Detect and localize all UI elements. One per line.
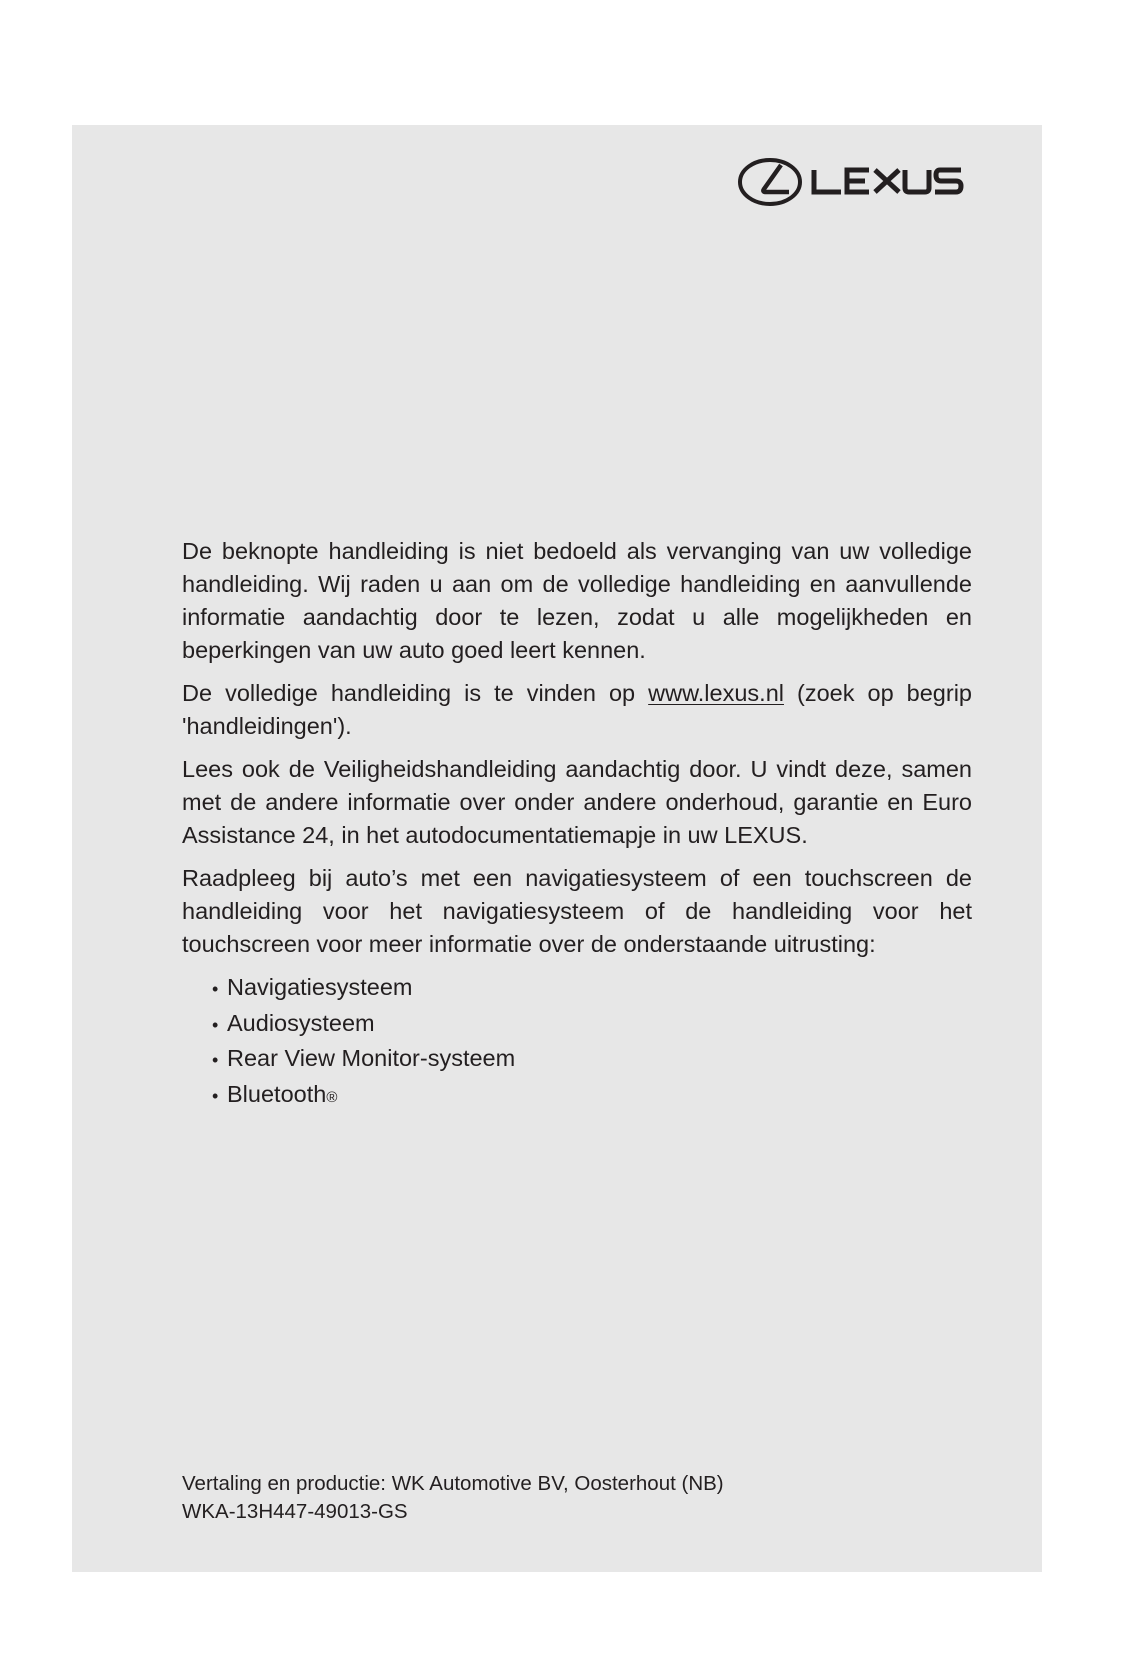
intro-paragraph-2 [182, 677, 972, 743]
list-item-label: Audiosysteem [227, 1009, 375, 1036]
bullet-icon: • [212, 1014, 219, 1035]
intro-paragraph-3: Lees ook de Veiligheidshandleiding aandachtig door. U vindt deze, samen met de andere informatie over onder andere onderhoud, garantie en Euro Assistance 24, in het autodocumentatiemapje in uw LEXUS. [182, 756, 972, 848]
bullet-icon: • [212, 1085, 219, 1106]
back-cover-panel [72, 125, 1042, 1572]
list-item: • Bluetooth ® [212, 1078, 972, 1114]
bullet-icon: • [212, 979, 219, 999]
intro-paragraph-2-after: (zoek op begrip 'handleidingen'). [182, 680, 972, 739]
list-item-label: Rear View Monitor-systeem [227, 1045, 516, 1071]
bullet-icon: • [212, 1050, 219, 1070]
list-item [212, 1042, 972, 1078]
document-code: WKA-13H447-49013-GS [182, 1500, 408, 1523]
lexus-logo [737, 155, 987, 209]
list-item-label: Bluetooth [227, 1080, 327, 1107]
lexus-website-link[interactable]: www.lexus.nl [648, 680, 784, 706]
list-item [212, 971, 972, 1007]
intro-text [182, 535, 972, 1113]
equipment-list [182, 971, 972, 1113]
list-item-label: Navigatiesysteem [227, 974, 413, 1000]
lexus-logo-icon [737, 155, 987, 209]
footer [182, 1470, 724, 1526]
list-item [212, 1007, 972, 1043]
intro-paragraph-4: Raadpleeg bij auto’s met een navigatiesysteem of een touchscreen de handleiding voor het navigatiesysteem of de handleiding voor het touchscreen voor meer informatie over de onderstaande uitrusting: [182, 865, 972, 957]
intro-paragraph-2-before: De volledige handleiding is te vinden op [182, 680, 649, 706]
intro-paragraph-1: De beknopte handleiding is niet bedoeld als vervanging van uw volledige handleiding. Wij raden u aan om de volledige handleiding en aanvullende informatie aandachtig door te lezen, zodat u alle mogelijkheden en beperkingen van uw auto goed leert kennen. [182, 538, 972, 663]
translation-credit: Vertaling en productie: WK Automotive BV, Oosterhout (NB) [182, 1472, 724, 1495]
